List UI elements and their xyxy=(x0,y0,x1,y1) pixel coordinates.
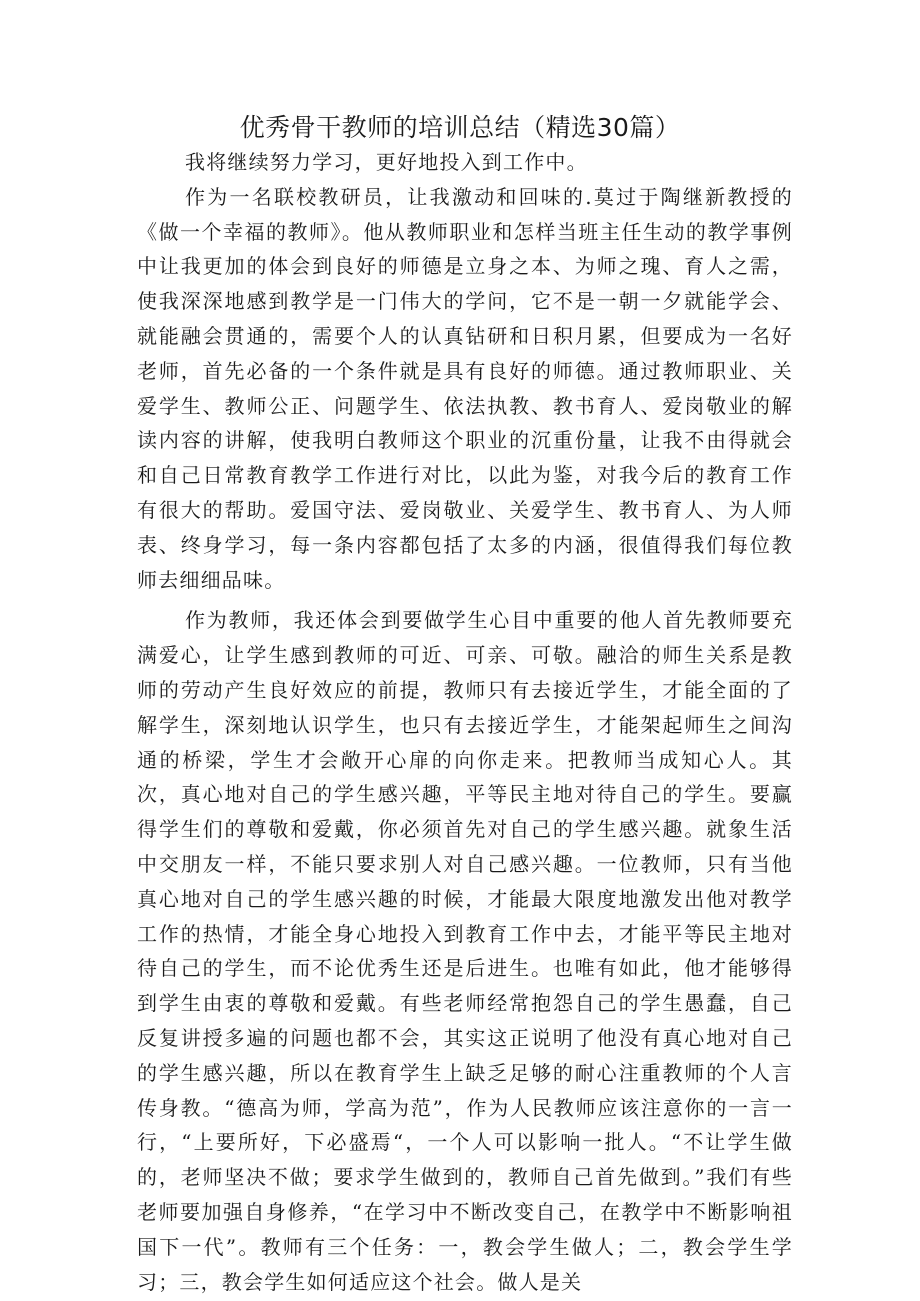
document-title: 优秀骨干教师的培训总结（精选30篇） xyxy=(239,113,681,142)
paragraph-student-relations: 作为教师，我还体会到要做学生心目中重要的他人首先教师要充满爱心，让学生感到教师的可近、可亲、可敬。融洽的师生关系是教师的劳动产生良好效应的前提，教师只有去接近学生，才能全面的了解学生，深刻地认识学生，也只有去接近学生，才能架起师生之间沟通的桥梁，学生才会敞开心扉的向你走来。把教师当成知心人。其次，真心地对自己的学生感兴趣，平等民主地对待自己的学生。要赢得学生们的尊敬和爱戴，你必须首先对自己的学生感兴趣。就象生活中交朋友一样，不能只要求别人对自己感兴趣。一位教师，只有当他真心地对自己的学生感兴趣的时候，才能最大限度地激发出他对教学工作的热情，才能全身心地投入到教育工作中去，才能平等民主地对待自己的学生，而不论优秀生还是后进生。也唯有如此，他才能够得到学生由衷的尊敬和爱戴。有些老师经常抱怨自己的学生愚蠢，自己反复讲授多遍的问题也都不会，其实这正说明了他没有真心地对自己的学生感兴趣，所以在教育学生上缺乏足够的耐心注重教师的个人言传身教。“德高为师，学高为范”，作为人民教师应该注意你的一言一行，“上要所好，下必盛焉“，一个人可以影响一批人。“不让学生做的，老师坚决不做；要求学生做到的，教师自己首先做到。”我们有些老师要加强自身修养，“在学习中不断改变自己，在教学中不断影响祖国下一代”。教师有三个任务：一，教会学生做人；二，教会学生学习；三，教会学生如何适应这个社会。做人是关 xyxy=(137,608,793,1294)
paragraph-intro: 我将继续努力学习，更好地投入到工作中。 xyxy=(185,150,588,174)
paragraph-teacher-ethics: 作为一名联校教研员，让我激动和回味的.莫过于陶继新教授的《做一个幸福的教师》。他从教师职业和怎样当班主任生动的教学事例中让我更加的体会到良好的师德是立身之本、为师之瑰、育人之需，使我深深地感到教学是一门伟大的学问，它不是一朝一夕就能学会、就能融会贯通的，需要个人的认真钻研和日积月累，但要成为一名好老师，首先必备的一个条件就是具有良好的师德。通过教师职业、关爱学生、教师公正、问题学生、依法执教、教书育人、爱岗敬业的解读内容的讲解，使我明白教师这个职业的沉重份量，让我不由得就会和自己日常教育教学工作进行对比，以此为鉴，对我今后的教育工作有很大的帮助。爱国守法、爱岗敬业、关爱学生、教书育人、为人师表、终身学习，每一条内容都包括了太多的内涵，很值得我们每位教师去细细品味。 xyxy=(137,184,793,592)
document-body xyxy=(137,145,793,1299)
